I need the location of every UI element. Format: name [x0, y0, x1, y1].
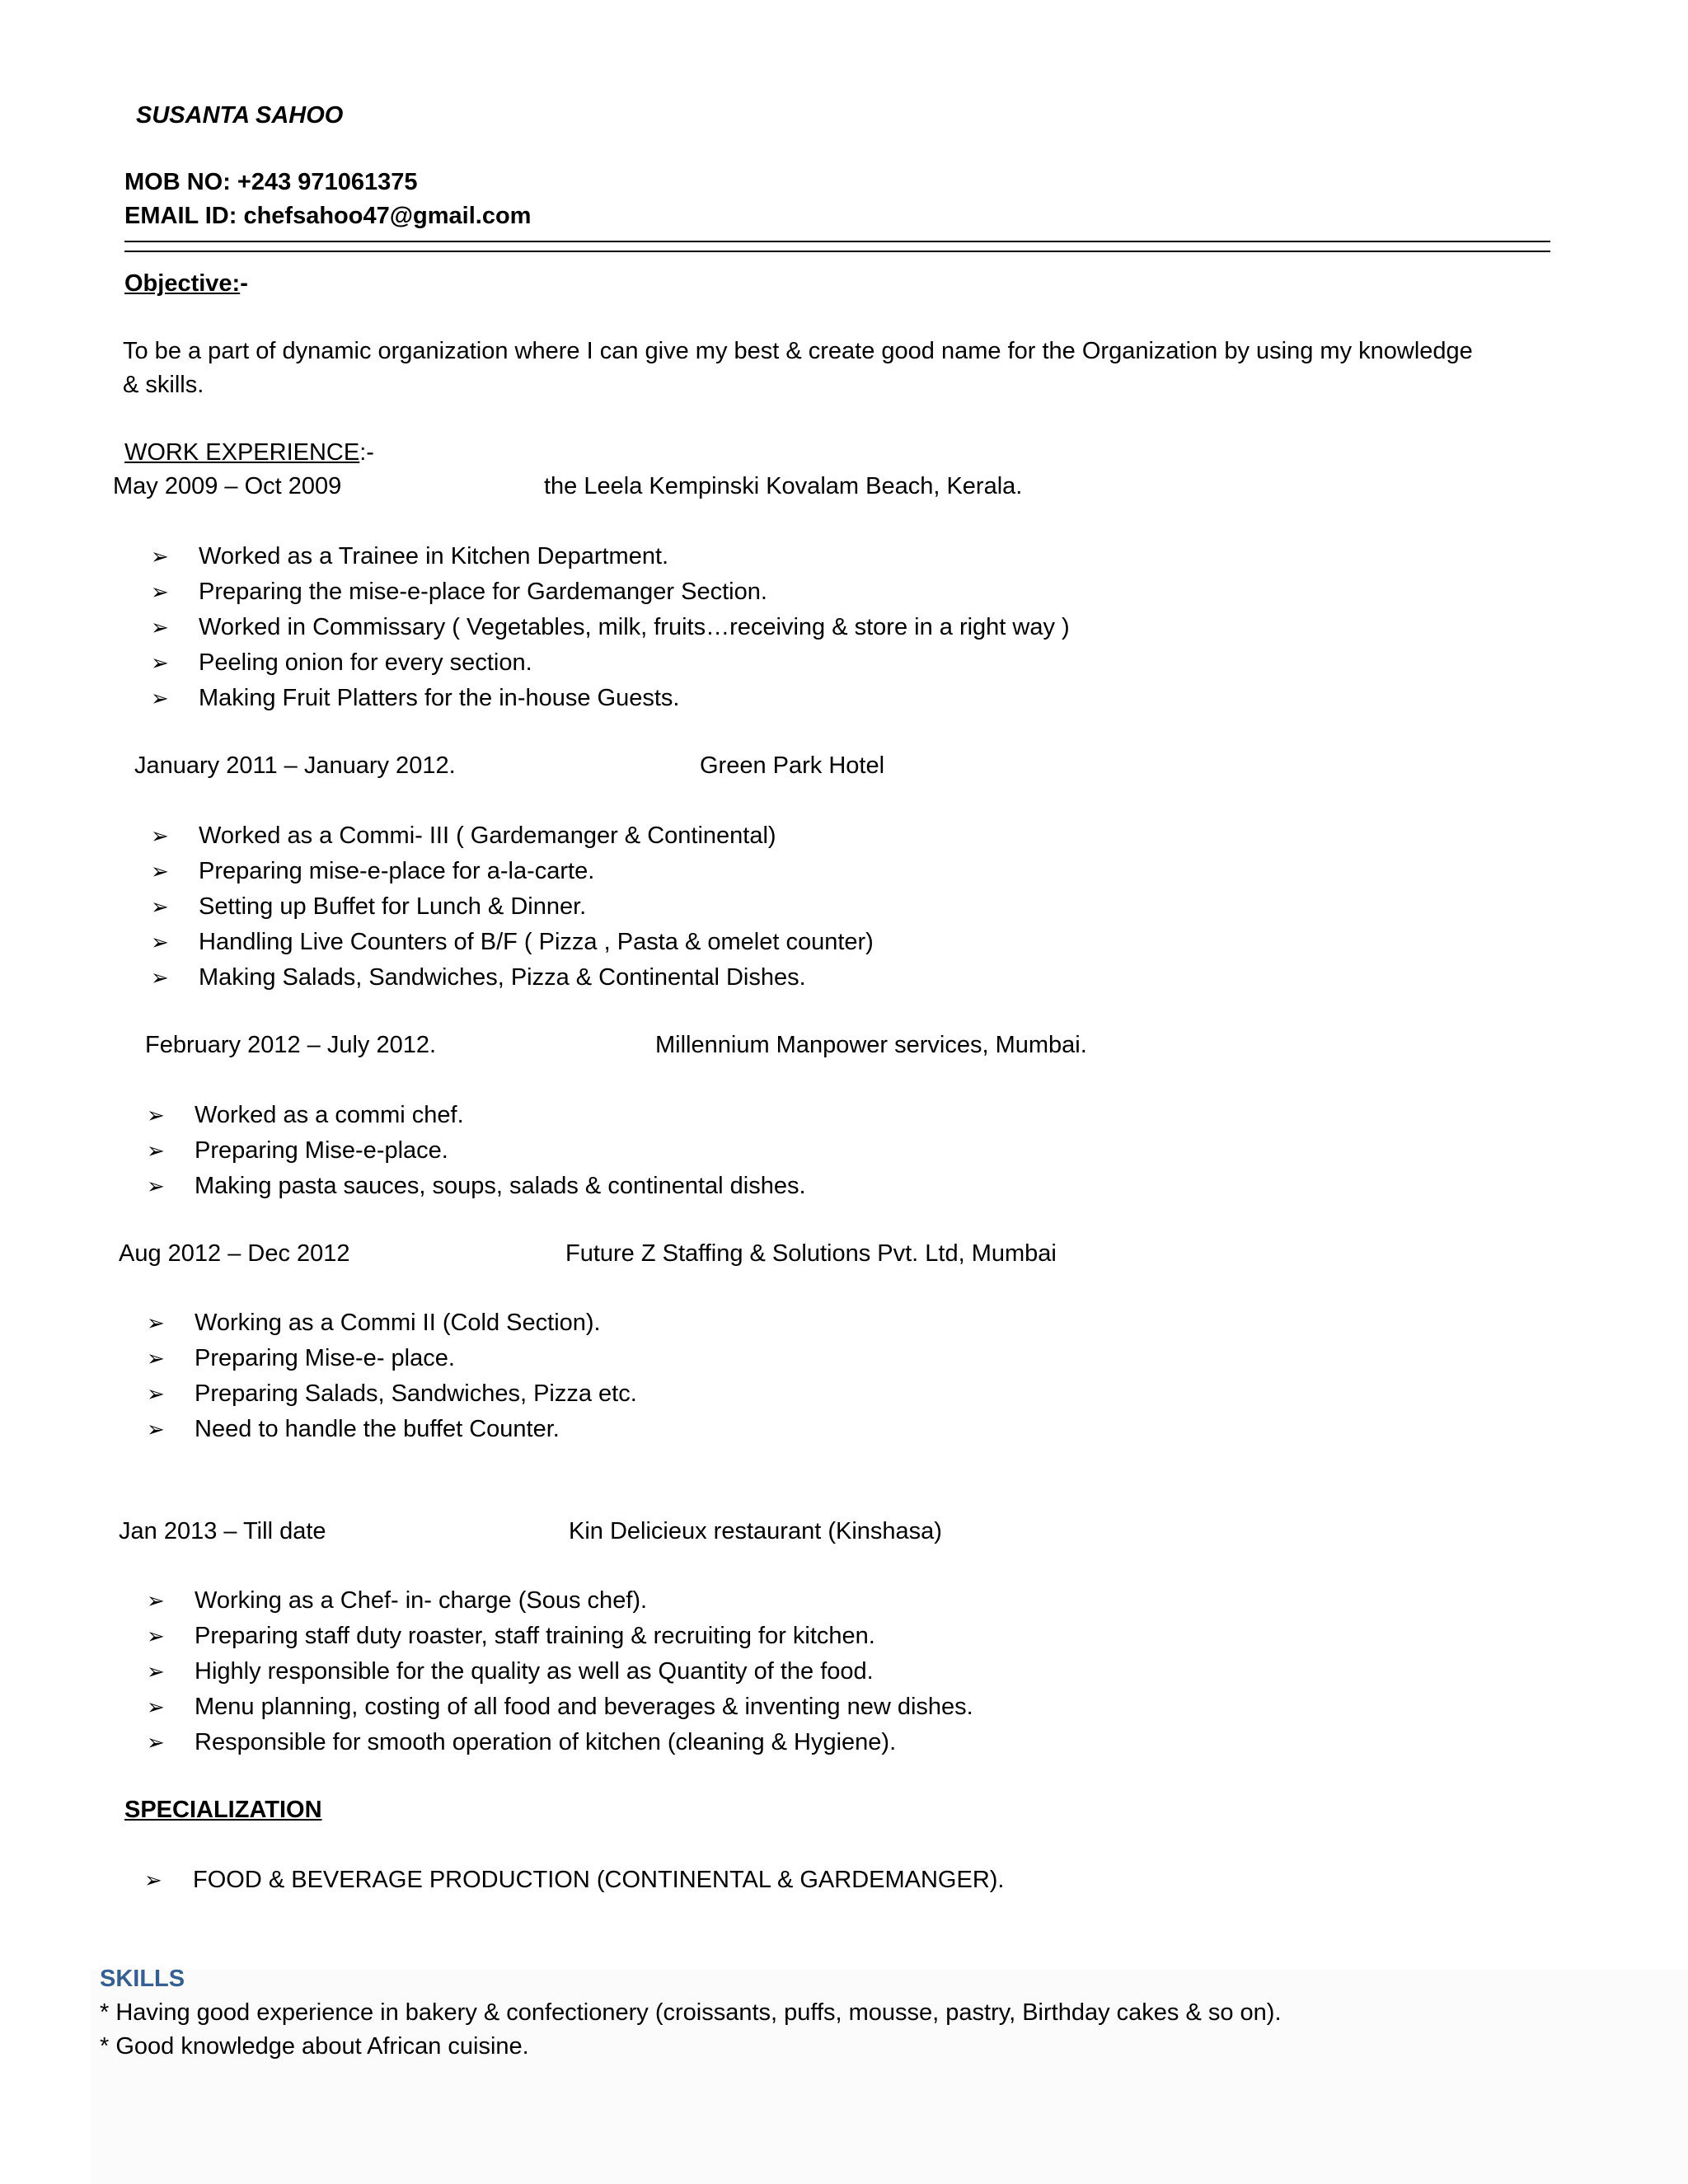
job-duty: Preparing Mise-e-place. — [195, 1137, 448, 1164]
work-experience-heading-suffix: :- — [359, 439, 374, 466]
bullet-arrow-icon: ➢ — [151, 859, 169, 883]
specialization-item: FOOD & BEVERAGE PRODUCTION (CONTINENTAL & GARDEMANGER). — [193, 1867, 1005, 1893]
job-duty: Worked as a Commi- III ( Gardemanger & Continental) — [199, 823, 776, 849]
bullet-arrow-icon: ➢ — [147, 1174, 165, 1198]
bullet-arrow-icon: ➢ — [151, 894, 169, 919]
job-duty: Making pasta sauces, soups, salads & continental dishes. — [195, 1173, 806, 1199]
job-period: Jan 2013 – Till date — [119, 1518, 326, 1544]
job-duty: Preparing Salads, Sandwiches, Pizza etc. — [195, 1380, 637, 1407]
job-duty: Preparing staff duty roaster, staff training & recruiting for kitchen. — [195, 1623, 875, 1649]
job-duty: Making Salads, Sandwiches, Pizza & Continental Dishes. — [199, 964, 806, 991]
job-duty: Making Fruit Platters for the in-house Guests. — [199, 685, 680, 711]
job-duty: Worked as a commi chef. — [195, 1102, 464, 1128]
skills-item: * Good knowledge about African cuisine. — [100, 2033, 529, 2060]
job-period: January 2011 – January 2012. — [134, 752, 456, 779]
bullet-arrow-icon: ➢ — [151, 930, 169, 954]
work-experience-heading-label: WORK EXPERIENCE — [124, 439, 360, 466]
objective-heading — [124, 269, 248, 298]
job-duty: Worked as a Trainee in Kitchen Department. — [199, 543, 669, 569]
email-address: EMAIL ID: chefsahoo47@gmail.com — [124, 203, 532, 229]
bullet-arrow-icon: ➢ — [151, 579, 169, 604]
bullet-arrow-icon: ➢ — [151, 686, 169, 710]
job-period: February 2012 – July 2012. — [145, 1032, 437, 1058]
bullet-arrow-icon: ➢ — [151, 650, 169, 675]
job-duty: Preparing mise-e-place for a-la-carte. — [199, 858, 595, 884]
bullet-arrow-icon: ➢ — [147, 1310, 165, 1335]
candidate-name: SUSANTA SAHOO — [136, 102, 344, 129]
bullet-arrow-icon: ➢ — [151, 615, 169, 640]
job-duty: Handling Live Counters of B/F ( Pizza , Pasta & omelet counter) — [199, 929, 874, 955]
job-employer: the Leela Kempinski Kovalam Beach, Kerala. — [544, 473, 1023, 499]
job-duty: Preparing Mise-e- place. — [195, 1345, 455, 1371]
bullet-arrow-icon: ➢ — [147, 1588, 165, 1613]
header-separator — [124, 241, 1550, 252]
job-employer: Millennium Manpower services, Mumbai. — [655, 1032, 1087, 1058]
bullet-arrow-icon: ➢ — [147, 1346, 165, 1371]
objective-text-line-2: & skills. — [123, 372, 204, 398]
job-period: May 2009 – Oct 2009 — [113, 473, 342, 499]
job-employer: Future Z Staffing & Solutions Pvt. Ltd, Mumbai — [565, 1240, 1057, 1267]
job-duty: Peeling onion for every section. — [199, 649, 532, 676]
specialization-heading: SPECIALIZATION — [124, 1797, 322, 1823]
bullet-arrow-icon: ➢ — [144, 1868, 162, 1892]
bullet-arrow-icon: ➢ — [151, 544, 169, 569]
job-duty: Highly responsible for the quality as well as Quantity of the food. — [195, 1658, 874, 1685]
skills-heading: SKILLS — [100, 1966, 185, 1992]
work-experience-heading — [124, 438, 374, 467]
bullet-arrow-icon: ➢ — [151, 823, 169, 848]
job-duty: Menu planning, costing of all food and beverages & inventing new dishes. — [195, 1694, 973, 1720]
bullet-arrow-icon: ➢ — [151, 965, 169, 990]
objective-heading-suffix: - — [240, 270, 248, 297]
job-duty: Worked in Commissary ( Vegetables, milk, fruits…receiving & store in a right way ) — [199, 614, 1070, 640]
job-duty: Responsible for smooth operation of kitchen (cleaning & Hygiene). — [195, 1729, 897, 1755]
job-duty: Need to handle the buffet Counter. — [195, 1416, 560, 1442]
mobile-number: MOB NO: +243 971061375 — [124, 169, 418, 195]
job-duty: Setting up Buffet for Lunch & Dinner. — [199, 893, 587, 920]
bullet-arrow-icon: ➢ — [147, 1417, 165, 1441]
bullet-arrow-icon: ➢ — [147, 1659, 165, 1684]
bullet-arrow-icon: ➢ — [147, 1624, 165, 1648]
bullet-arrow-icon: ➢ — [147, 1730, 165, 1755]
objective-heading-label: Objective: — [124, 270, 241, 297]
job-duty: Working as a Commi II (Cold Section). — [195, 1310, 601, 1336]
job-employer: Green Park Hotel — [700, 752, 885, 779]
objective-text-line-1: To be a part of dynamic organization where I can give my best & create good name for the Organization by using my knowledge — [123, 338, 1473, 364]
bullet-arrow-icon: ➢ — [147, 1103, 165, 1127]
job-period: Aug 2012 – Dec 2012 — [119, 1240, 350, 1267]
job-duty: Working as a Chef- in- charge (Sous chef). — [195, 1587, 648, 1614]
bullet-arrow-icon: ➢ — [147, 1381, 165, 1406]
job-employer: Kin Delicieux restaurant (Kinshasa) — [569, 1518, 942, 1544]
skills-item: * Having good experience in bakery & confectionery (croissants, puffs, mousse, pastry, Birthday cakes & so on). — [100, 1999, 1282, 2026]
job-duty: Preparing the mise-e-place for Gardemanger Section. — [199, 579, 767, 605]
bullet-arrow-icon: ➢ — [147, 1138, 165, 1163]
bullet-arrow-icon: ➢ — [147, 1694, 165, 1719]
